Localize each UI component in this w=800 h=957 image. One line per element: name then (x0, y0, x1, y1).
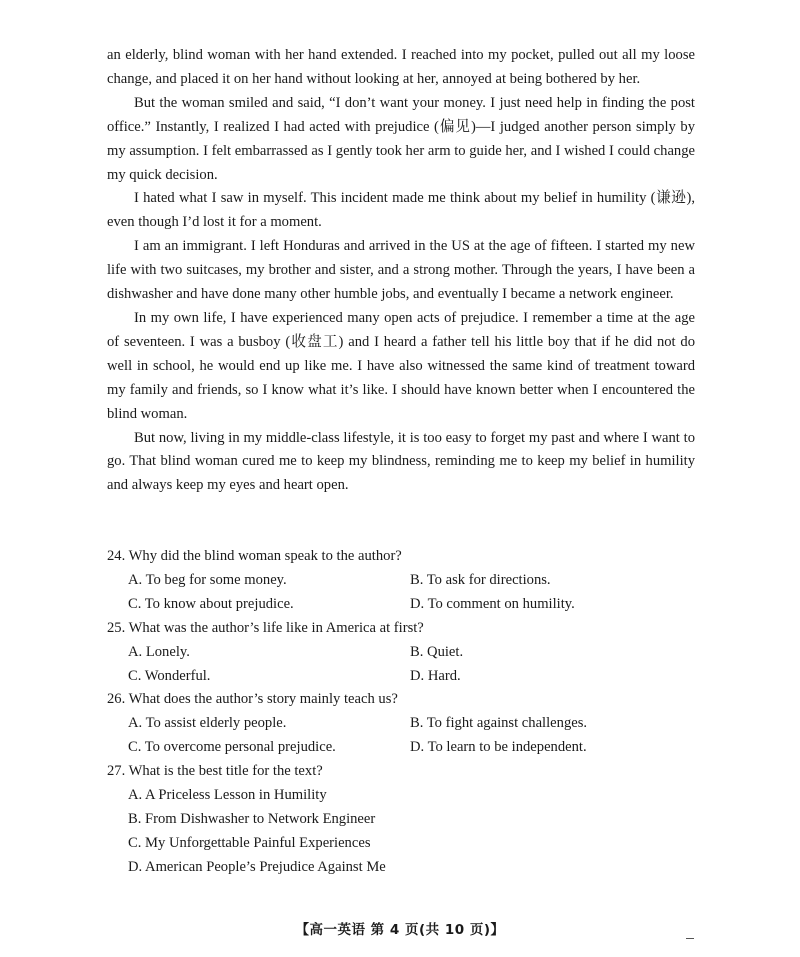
question-stem: 24. Why did the blind woman speak to the author? (107, 548, 402, 564)
question-stem: 27. What is the best title for the text? (107, 763, 323, 780)
option-a: A. To assist elderly people. (128, 715, 287, 732)
option-a: A. To beg for some money. (128, 571, 287, 588)
passage-paragraph: an elderly, blind woman with her hand extended. I reached into my pocket, pulled out all my loose change, and placed it on her hand without looking at her, annoyed at being bothered by her. (107, 47, 695, 87)
reading-passage (107, 44, 695, 498)
question-26 (107, 688, 707, 760)
option-row (107, 736, 707, 760)
option-row (107, 712, 707, 736)
option-c: C. Wonderful. (128, 667, 211, 684)
option-d: D. To learn to be independent. (410, 739, 587, 756)
passage-paragraph: In my own life, I have experienced many open acts of prejudice. I remember a time at the age of seventeen. I was a busboy (收盘工) and I heard a father tell his little boy that if he did not do well in school, he would end up like me. I have also witnessed the same kind of treatment toward my family and friends, so I know what it’s like. I should have known better when I encountered the blind woman. (107, 309, 695, 422)
option-b: B. To ask for directions. (410, 571, 551, 588)
passage-paragraph: But now, living in my middle-class lifestyle, it is too easy to forget my past and where I want to go. That blind woman cured me to keep my blindness, reminding me to keep my belief in humility and always keep my eyes and heart open. (107, 429, 695, 494)
option-row (107, 641, 707, 665)
passage-paragraph: But the woman smiled and said, “I don’t want your money. I just need help in finding the post office.” Instantly, I realized I had acted with prejudice (偏见)—I judged another person simply by my assumption. I felt embarrassed as I gently took her arm to guide her, and I wished I could change my quick decision. (107, 94, 695, 183)
option-row (107, 665, 707, 689)
option-a: A. Lonely. (128, 643, 190, 660)
option-c: C. My Unforgettable Painful Experiences (128, 834, 371, 851)
question-24 (107, 545, 707, 617)
option-d: D. Hard. (410, 667, 461, 684)
option-c: C. To overcome personal prejudice. (128, 739, 336, 756)
page-footer: 【高一英语 第 4 页(共 10 页)】 (295, 922, 505, 938)
option-b: B. To fight against challenges. (410, 715, 588, 732)
passage-paragraph: I hated what I saw in myself. This incident made me think about my belief in humility (谦逊), even though I’d lost it for a moment. (107, 190, 695, 231)
corner-mark (686, 938, 694, 939)
option-a: A. A Priceless Lesson in Humility (128, 787, 327, 804)
option-list (107, 784, 707, 880)
option-b: B. From Dishwasher to Network Engineer (128, 810, 376, 827)
option-c: C. To know about prejudice. (128, 595, 294, 612)
question-stem: 25. What was the author’s life like in America at first? (107, 619, 424, 636)
option-row (107, 569, 707, 593)
option-b: B. Quiet. (410, 643, 464, 660)
option-d: D. To comment on humility. (410, 595, 575, 612)
question-25 (107, 617, 707, 689)
question-stem: 26. What does the author’s story mainly teach us? (107, 691, 398, 708)
passage-paragraph: I am an immigrant. I left Honduras and arrived in the US at the age of fifteen. I started my new life with two suitcases, my brother and sister, and a strong mother. Through the years, I have been a dishwasher and have done many other humble jobs, and eventually I became a network engineer. (107, 238, 695, 303)
option-row (107, 593, 707, 617)
option-d: D. American People’s Prejudice Against Me (128, 858, 386, 875)
question-27 (107, 760, 707, 880)
question-list (107, 545, 707, 880)
